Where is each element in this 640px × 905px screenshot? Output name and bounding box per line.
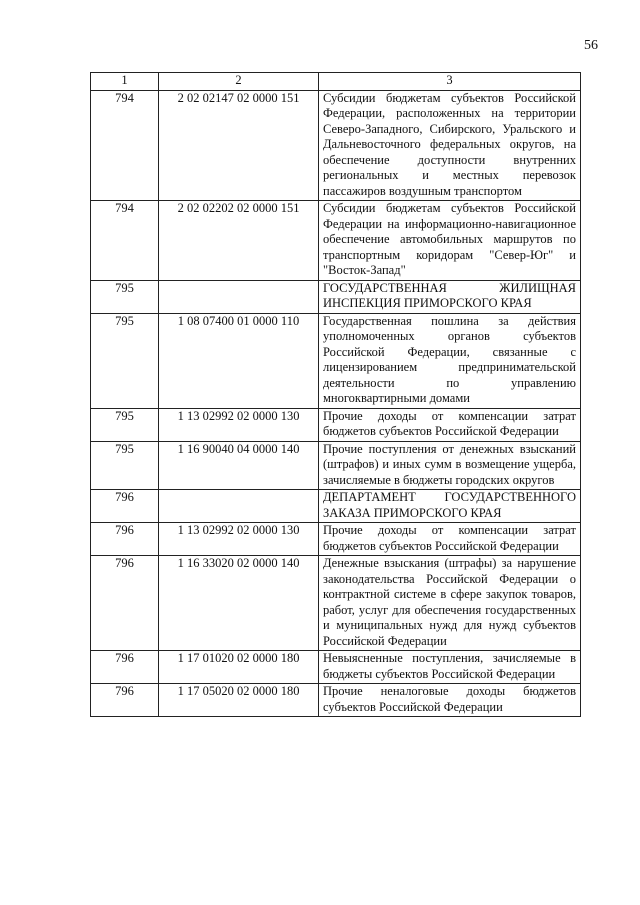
table-row	[91, 441, 581, 490]
admin-code-cell: 796	[91, 490, 159, 523]
description-cell: Субсидии бюджетам субъектов Российской Федерации, расположенных на территории Северо-Западного, Сибирского, Уральского и Дальневосточного федеральных округов, на обеспечение доступности внутренних региональных и местных перевозок пассажиров воздушным транспортом	[319, 90, 581, 201]
table-row	[91, 523, 581, 556]
admin-code-cell: 796	[91, 651, 159, 684]
description-cell: Прочие неналоговые доходы бюджетов субъектов Российской Федерации	[319, 684, 581, 717]
income-code-cell	[159, 280, 319, 313]
column-header-2: 2	[159, 73, 319, 91]
column-header-3: 3	[319, 73, 581, 91]
description-cell: Прочие поступления от денежных взысканий (штрафов) и иных сумм в возмещение ущерба, зачисляемые в бюджеты городских округов	[319, 441, 581, 490]
income-code-cell	[159, 490, 319, 523]
description-cell: Невыясненные поступления, зачисляемые в бюджеты субъектов Российской Федерации	[319, 651, 581, 684]
income-code-cell: 1 16 90040 04 0000 140	[159, 441, 319, 490]
table-row	[91, 90, 581, 201]
table-row-section-header	[91, 490, 581, 523]
income-code-cell: 1 17 05020 02 0000 180	[159, 684, 319, 717]
admin-code-cell: 795	[91, 280, 159, 313]
admin-code-cell: 795	[91, 441, 159, 490]
table-row-section-header	[91, 280, 581, 313]
admin-code-cell: 794	[91, 90, 159, 201]
table-row	[91, 408, 581, 441]
income-code-cell: 1 16 33020 02 0000 140	[159, 556, 319, 651]
table-row	[91, 684, 581, 717]
admin-code-cell: 795	[91, 313, 159, 408]
section-title-cell: ГОСУДАРСТВЕННАЯ ЖИЛИЩНАЯ ИНСПЕКЦИЯ ПРИМОРСКОГО КРАЯ	[319, 280, 581, 313]
admin-code-cell: 795	[91, 408, 159, 441]
income-code-cell: 1 13 02992 02 0000 130	[159, 523, 319, 556]
description-cell: Субсидии бюджетам субъектов Российской Федерации на информационно-навигационное обеспечение автомобильных маршрутов по транспортным коридорам "Север-Юг" и "Восток-Запад"	[319, 201, 581, 281]
revenue-codes-table	[90, 72, 581, 717]
table-row	[91, 651, 581, 684]
income-code-cell: 1 17 01020 02 0000 180	[159, 651, 319, 684]
table-row	[91, 201, 581, 281]
admin-code-cell: 796	[91, 523, 159, 556]
description-cell: Государственная пошлина за действия уполномоченных органов субъектов Российской Федерации, связанные с лицензированием предпринимательской деятельности по управлению многоквартирными домами	[319, 313, 581, 408]
description-cell: Прочие доходы от компенсации затрат бюджетов субъектов Российской Федерации	[319, 523, 581, 556]
table-header-row	[91, 73, 581, 91]
table-row	[91, 313, 581, 408]
admin-code-cell: 794	[91, 201, 159, 281]
admin-code-cell: 796	[91, 684, 159, 717]
column-header-1: 1	[91, 73, 159, 91]
income-code-cell: 2 02 02147 02 0000 151	[159, 90, 319, 201]
description-cell: Прочие доходы от компенсации затрат бюджетов субъектов Российской Федерации	[319, 408, 581, 441]
admin-code-cell: 796	[91, 556, 159, 651]
income-code-cell: 2 02 02202 02 0000 151	[159, 201, 319, 281]
income-code-cell: 1 13 02992 02 0000 130	[159, 408, 319, 441]
page-number: 56	[584, 38, 598, 53]
section-title-cell: ДЕПАРТАМЕНТ ГОСУДАРСТВЕННОГО ЗАКАЗА ПРИМОРСКОГО КРАЯ	[319, 490, 581, 523]
description-cell: Денежные взыскания (штрафы) за нарушение законодательства Российской Федерации о контрактной системе в сфере закупок товаров, работ, услуг для обеспечения государственных и муниципальных нужд для нужд субъектов Российской Федерации	[319, 556, 581, 651]
table-row	[91, 556, 581, 651]
income-code-cell: 1 08 07400 01 0000 110	[159, 313, 319, 408]
